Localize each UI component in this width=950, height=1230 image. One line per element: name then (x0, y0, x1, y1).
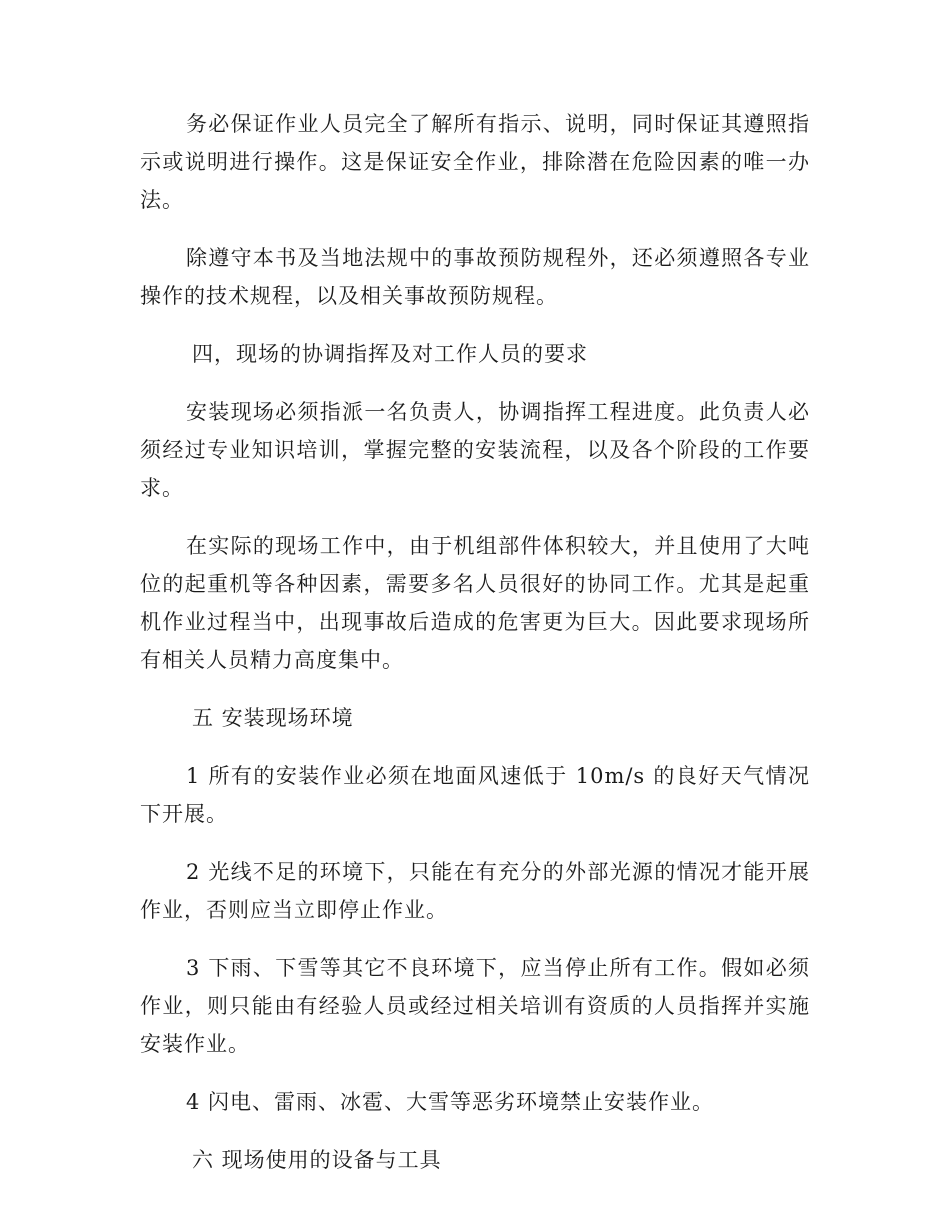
list-item-lighting: 2 光线不足的环境下，只能在有充分的外部光源的情况才能开展作业，否则应当立即停止作业。 (140, 860, 810, 922)
list-item-rain-snow: 3 下雨、下雪等其它不良环境下，应当停止所有工作。假如必须作业，则只能由有经验人员或经过相关培训有资质的人员指挥并实施安装作业。 (140, 956, 810, 1056)
paragraph-site-manager: 安装现场必须指派一名负责人，协调指挥工程进度。此负责人必须经过专业知识培训，掌握完整的安装流程，以及各个阶段的工作要求。 (140, 400, 810, 500)
paragraph-safety-instructions: 务必保证作业人员完全了解所有指示、说明，同时保证其遵照指示或说明进行操作。这是保证安全作业，排除潜在危险因素的唯一办法。 (140, 112, 810, 212)
paragraph-coordination: 在实际的现场工作中，由于机组部件体积较大，并且使用了大吨位的起重机等各种因素，需要多名人员很好的协同工作。尤其是起重机作业过程当中，出现事故后造成的危害更为巨大。因此要求现场所有相关人员精力高度集中。 (140, 534, 810, 672)
section-heading-4: 四，现场的协调指挥及对工作人员的要求 (192, 342, 588, 366)
list-item-severe-weather: 4 闪电、雷雨、冰雹、大雪等恶劣环境禁止安装作业。 (186, 1090, 715, 1114)
list-item-wind-speed: 1 所有的安装作业必须在地面风速低于 10m/s 的良好天气情况下开展。 (140, 764, 810, 826)
document-page (140, 105, 810, 1199)
section-heading-6: 六 现场使用的设备与工具 (192, 1148, 442, 1172)
section-heading-5: 五 安装现场环境 (192, 706, 354, 730)
paragraph-accident-prevention: 除遵守本书及当地法规中的事故预防规程外，还必须遵照各专业操作的技术规程，以及相关事故预防规程。 (140, 246, 810, 308)
